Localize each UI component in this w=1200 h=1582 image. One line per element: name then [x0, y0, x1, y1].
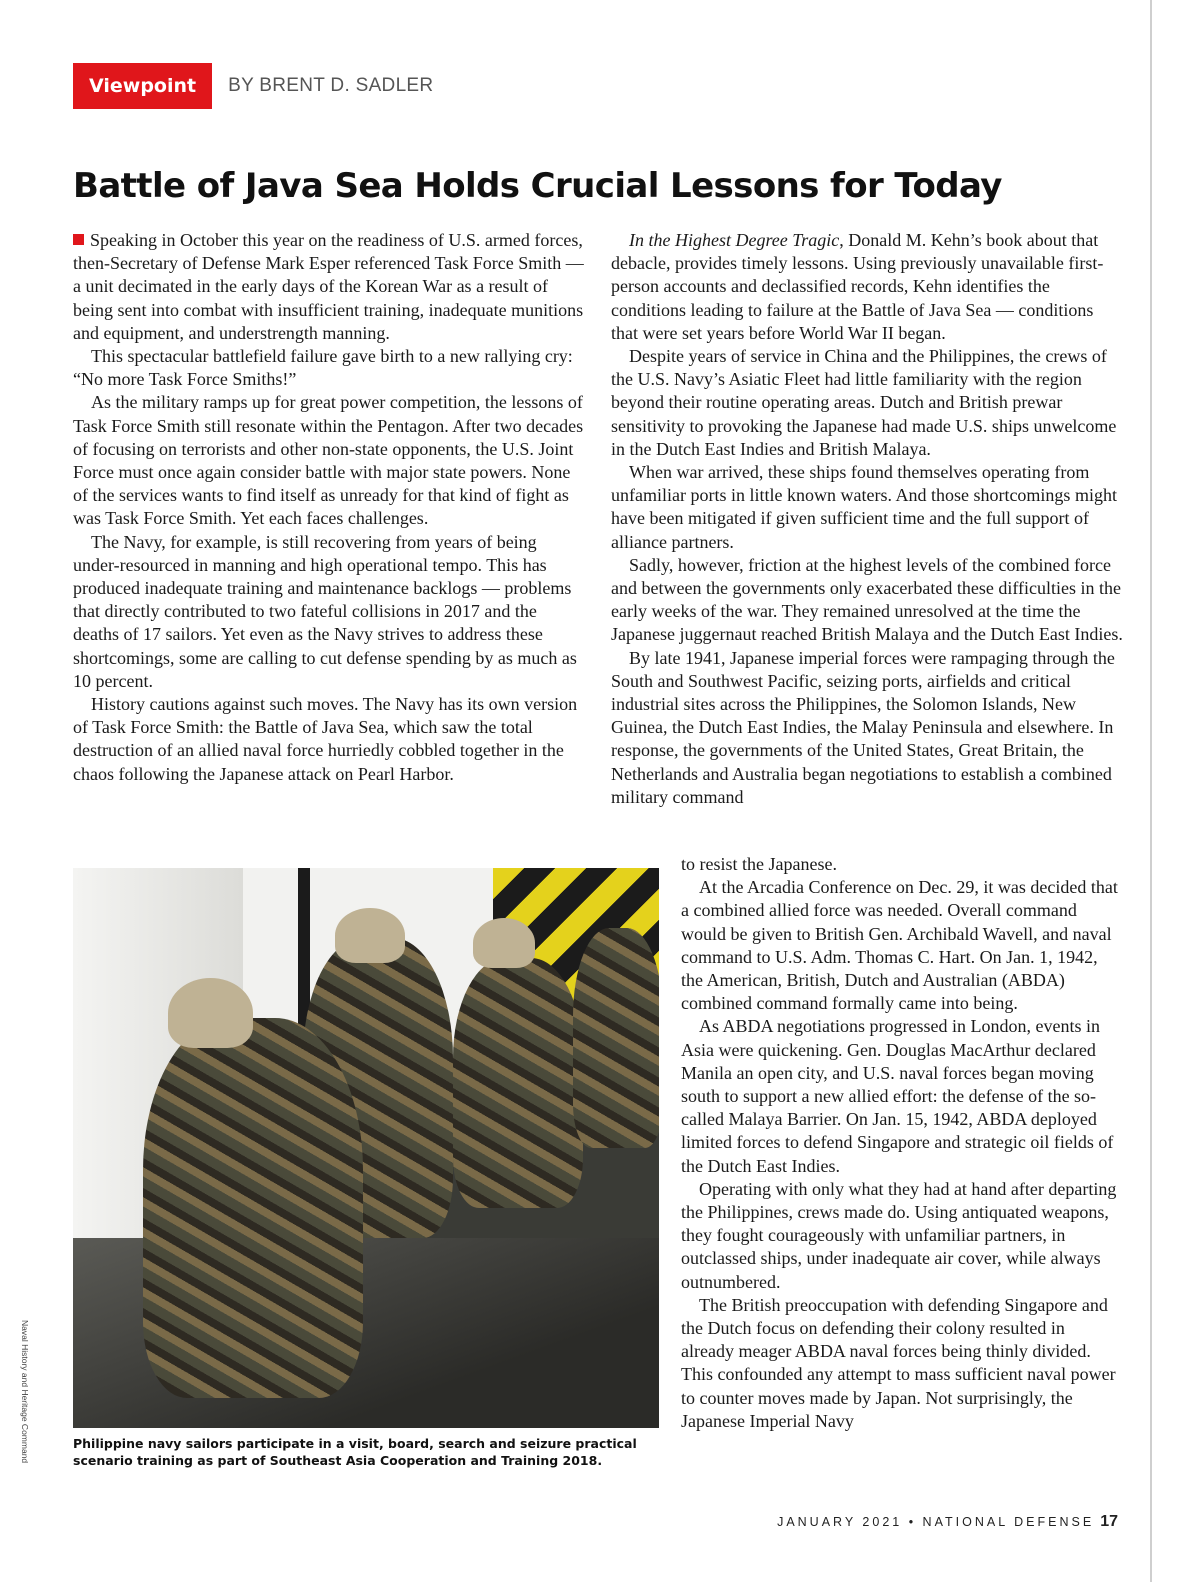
sailor-figure [573, 928, 659, 1148]
photo-credit: Naval History and Heritage Command [20, 1320, 30, 1464]
paragraph: By late 1941, Japanese imperial forces were rampaging through the South and Southwest Pacific, seizing ports, airfields and critical industrial sites across the Philippines, the Solomon Islands, New Guinea, the Dutch East Indies, the Malay Peninsula and elsewhere. In response, the governments of the United States, Great Britain, the Netherlands and Australia began negotiations to establish a combined military command [611, 647, 1115, 807]
headline: Battle of Java Sea Holds Crucial Lessons for Today [73, 166, 1002, 206]
sailor-helmet [473, 918, 535, 968]
paragraph: History cautions against such moves. The Navy has its own version of Task Force Smith: the Battle of Java Sea, which saw the total destruction of an allied naval force hurriedly cobbled together in the chaos following the Japanese attack on Pearl Harbor. [73, 694, 578, 784]
paragraph: When war arrived, these ships found themselves operating from unfamiliar ports in little known waters. And those shortcomings might have been mitigated if given sufficient time and the full support of alliance partners. [611, 462, 1117, 552]
paragraph: to resist the Japanese. [681, 854, 837, 874]
start-marker-icon [73, 234, 84, 245]
byline: BY BRENT D. SADLER [228, 75, 434, 96]
paragraph: As ABDA negotiations progressed in London, events in Asia were quickening. Gen. Douglas MacArthur declared Manila an open city, and U.S. naval forces began moving south to support a new allied effort: the defense of the so-called Malaya Barrier. On Jan. 15, 1942, ABDA deployed limited forces to defend Singapore and strategic oil fields of the Dutch East Indies. [681, 1016, 1114, 1176]
sailor-helmet [335, 908, 405, 963]
section-tag: Viewpoint [73, 63, 212, 109]
article-column-wrap [681, 853, 1121, 1433]
page-footer [777, 1513, 1118, 1531]
paragraph: This spectacular battlefield failure gave birth to a new rallying cry: “No more Task Force Smiths!” [73, 346, 573, 390]
paragraph: Speaking in October this year on the readiness of U.S. armed forces, then-Secretary of Defense Mark Esper referenced Task Force Smith — a unit decimated in the early days of the Korean War as a result of being sent into combat with insufficient training, inadequate munitions and equipment, and understrength manning. [73, 230, 584, 343]
section-header [73, 63, 433, 109]
paragraph: As the military ramps up for great power competition, the lessons of Task Force Smith still resonate within the Pentagon. After two decades of focusing on terrorists and other non-state opponents, the U.S. Joint Force must once again consider battle with major state powers. None of the services wants to find itself as unready for that kind of fight as was Task Force Smith. Yet each faces challenges. [73, 392, 584, 529]
paragraph: The Navy, for example, is still recovering from years of being under-resourced in manning and high operational tempo. This has produced inadequate training and maintenance backlogs — problems that directly contributed to two fateful collisions in 2017 and the deaths of 17 sailors. Yet even as the Navy strives to address these shortcomings, some are calling to cut defense spending by as much as 10 percent. [73, 531, 577, 691]
page-edge-rule [1150, 0, 1152, 1582]
photo-caption: Philippine navy sailors participate in a visit, board, search and seizure practical scenario training as part of Southeast Asia Cooperation and Training 2018. [73, 1436, 637, 1468]
paragraph: Operating with only what they had at hand after departing the Philippines, crews made do. Using antiquated weapons, they fought courageously with unfamiliar partners, in outclassed ships, under inadequate air cover, while always outnumbered. [681, 1178, 1117, 1292]
paragraph: The British preoccupation with defending Singapore and the Dutch focus on defending their colony resulted in already meager ABDA naval forces being thinly divided. This confounded any attempt to mass sufficient naval power to counter moves made by Japan. Not surprisingly, the Japanese Imperial Navy [681, 1294, 1116, 1431]
book-title: In the Highest Degree Tragic [629, 230, 840, 250]
paragraph: Despite years of service in China and the Philippines, the crews of the U.S. Navy’s Asiatic Fleet had little familiarity with the region beyond their routine operating areas. Dutch and British prewar sensitivity to provoking the Japanese had made U.S. ships unwelcome in the Dutch East Indies and British Malaya. [611, 346, 1117, 459]
sailor-figure-foreground [143, 1018, 363, 1398]
article-photo [73, 868, 659, 1428]
sailor-figure [453, 958, 583, 1208]
article-column-right [611, 229, 1123, 809]
paragraph: In the Highest Degree Tragic, Donald M. Kehn’s book about that debacle, provides timely lessons. Using previously unavailable first-person accounts and declassified records, Kehn identifies the conditions leading to failure at the Battle of Java Sea — conditions that were set years before World War II began. [611, 230, 1104, 343]
article-column-left [73, 229, 585, 786]
paragraph: At the Arcadia Conference on Dec. 29, it was decided that a combined allied force was needed. Overall command would be given to British Gen. Archibald Wavell, and naval command to U.S. Adm. Thomas C. Hart. On Jan. 1, 1942, the American, British, Dutch and Australian (ABDA) combined command formally came into being. [681, 877, 1118, 1014]
issue-info: JANUARY 2021 • NATIONAL DEFENSE [777, 1515, 1095, 1529]
sailor-helmet [168, 978, 253, 1048]
page-number: 17 [1100, 1513, 1118, 1530]
paragraph: Sadly, however, friction at the highest levels of the combined force and between the governments only exacerbated these difficulties in the early weeks of the war. They remained unresolved at the time the Japanese juggernaut reached British Malaya and the Dutch East Indies. [611, 554, 1123, 645]
